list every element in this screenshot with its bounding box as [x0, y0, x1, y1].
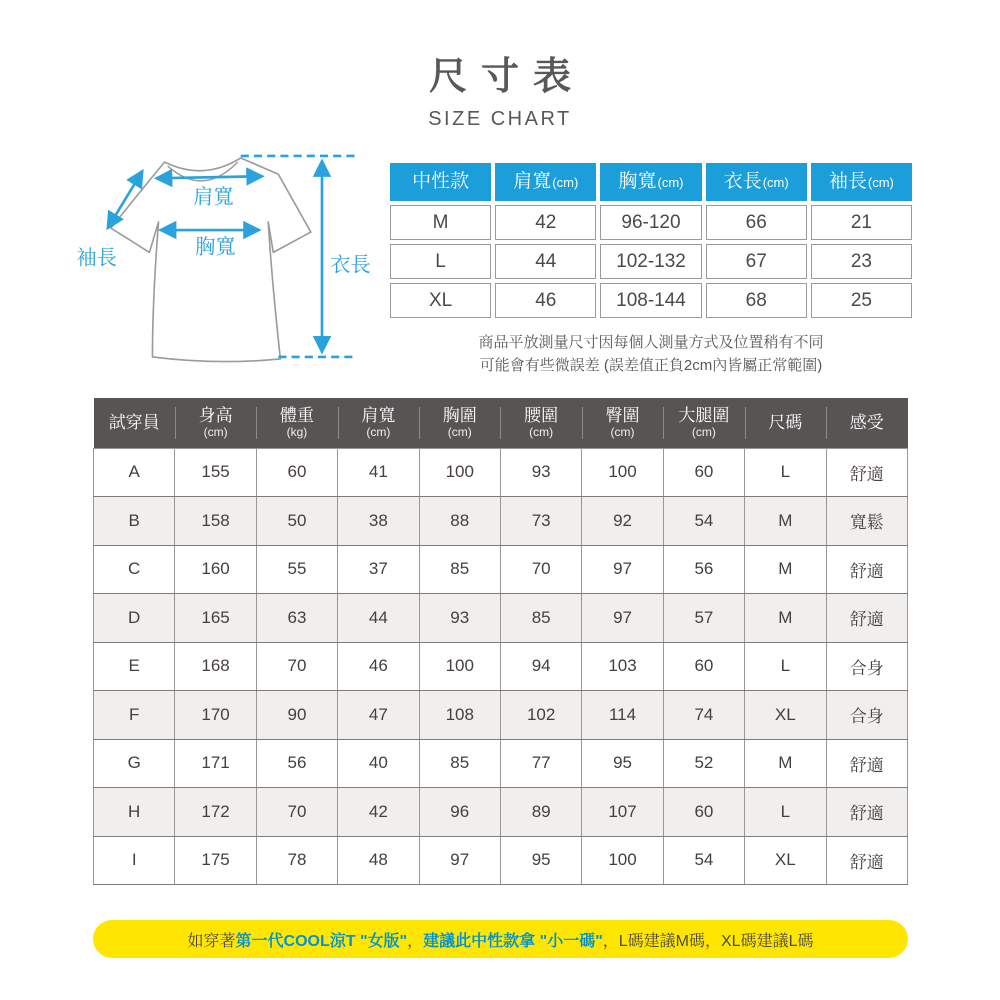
fit-table-header-cell — [663, 398, 744, 448]
fit-table — [93, 398, 908, 885]
size-table-cell: 68 — [706, 283, 807, 318]
fit-table-cell: 42 — [338, 788, 419, 837]
fit-table-header-cell — [175, 398, 256, 448]
fit-table-header-cell — [419, 398, 500, 448]
fit-table-cell: F — [94, 691, 175, 740]
fit-table-cell: 54 — [663, 497, 744, 546]
size-table-cell: 96-120 — [600, 205, 701, 240]
garment-length-label: 衣長 — [330, 254, 371, 277]
fit-table-header-label: 身高 — [198, 406, 233, 426]
size-table-cell: 66 — [706, 205, 807, 240]
fit-table-header-cell — [94, 398, 175, 448]
fit-table-cell: 舒適 — [826, 448, 907, 497]
fit-table-header-unit: (cm) — [610, 424, 635, 439]
fit-table-cell: 100 — [582, 448, 663, 497]
fit-table-cell: 93 — [500, 448, 581, 497]
fit-table-cell: 56 — [256, 739, 337, 788]
fit-table-header-unit: (cm) — [691, 424, 716, 439]
fit-table-cell: 172 — [175, 788, 256, 837]
fit-table-cell: 103 — [582, 642, 663, 691]
fit-table-cell: 168 — [175, 642, 256, 691]
fit-table-row — [94, 545, 908, 594]
fit-table-row — [94, 788, 908, 837]
fit-table-cell: XL — [745, 836, 826, 885]
fit-table-cell: 73 — [500, 497, 581, 546]
fit-table-cell: 63 — [256, 594, 337, 643]
fit-table-cell: 170 — [175, 691, 256, 740]
fit-table-cell: 90 — [256, 691, 337, 740]
fit-table-cell: 56 — [663, 545, 744, 594]
fit-table-cell: 38 — [338, 497, 419, 546]
fit-table-cell: 95 — [582, 739, 663, 788]
fit-table-cell: 108 — [419, 691, 500, 740]
fit-table-header-label: 腰圍 — [524, 406, 559, 426]
shoulder-width-label: 肩寬 — [193, 186, 234, 209]
fit-table-header-label: 胸圍 — [442, 406, 477, 426]
fit-table-cell: 60 — [663, 448, 744, 497]
fit-table-cell: 97 — [419, 836, 500, 885]
fit-table-cell: L — [745, 788, 826, 837]
fit-table-header-unit: (cm) — [447, 424, 472, 439]
fit-table-row — [94, 642, 908, 691]
size-table-header-cell — [390, 163, 491, 201]
fit-table-cell: 40 — [338, 739, 419, 788]
fit-table-cell: 48 — [338, 836, 419, 885]
fit-table-header-label: 肩寬 — [361, 406, 396, 426]
size-table-cell: 44 — [495, 244, 596, 279]
fit-table-cell: 85 — [419, 545, 500, 594]
size-table-header-label: 衣長 — [723, 171, 762, 192]
fit-table-cell: 37 — [338, 545, 419, 594]
fit-table-cell: 158 — [175, 497, 256, 546]
fit-table-cell: 171 — [175, 739, 256, 788]
fit-table-cell: 舒適 — [826, 739, 907, 788]
size-table-cell: 42 — [495, 205, 596, 240]
fit-table-cell: 合身 — [826, 691, 907, 740]
fit-table-header-label: 體重 — [279, 406, 314, 426]
size-table-header-unit: (cm) — [657, 175, 684, 190]
fit-table-cell: M — [745, 594, 826, 643]
page-title: 尺寸表 — [428, 56, 585, 98]
fit-table-cell: 95 — [500, 836, 581, 885]
fit-table-cell: C — [94, 545, 175, 594]
fit-table-cell: 165 — [175, 594, 256, 643]
fit-table-header-label: 感受 — [849, 412, 884, 432]
fit-table-cell: B — [94, 497, 175, 546]
fit-table-cell: 92 — [582, 497, 663, 546]
fit-table-header-label: 尺碼 — [768, 412, 803, 432]
size-table-header-label: 胸寬 — [618, 171, 657, 192]
fit-table-cell: 55 — [256, 545, 337, 594]
fit-table-cell: 70 — [256, 788, 337, 837]
size-table-header-label: 肩寬 — [513, 171, 552, 192]
fit-table-row — [94, 691, 908, 740]
fit-table-header-cell — [582, 398, 663, 448]
fit-table-cell: E — [94, 642, 175, 691]
fit-table-cell: XL — [745, 691, 826, 740]
fit-table-cell: 60 — [256, 448, 337, 497]
fit-table-cell: 合身 — [826, 642, 907, 691]
fit-table-header-unit: (kg) — [286, 424, 308, 439]
tshirt-diagram-svg — [55, 138, 390, 383]
fit-table-cell: L — [745, 642, 826, 691]
fit-table-header-row — [94, 398, 908, 448]
size-table-cell: M — [390, 205, 491, 240]
fit-table-cell: 74 — [663, 691, 744, 740]
size-table-cell: 67 — [706, 244, 807, 279]
size-table — [390, 163, 912, 318]
fit-table-cell: L — [745, 448, 826, 497]
tshirt-measurement-diagram — [55, 138, 390, 383]
fit-table-cell: 57 — [663, 594, 744, 643]
fit-table-cell: 44 — [338, 594, 419, 643]
size-table-cell: 21 — [811, 205, 912, 240]
fit-table-header-label: 大腿圍 — [678, 406, 730, 426]
fit-table-head — [94, 398, 908, 448]
fit-table-cell: 114 — [582, 691, 663, 740]
size-table-header-label: 袖長 — [828, 171, 867, 192]
fit-table-cell: 96 — [419, 788, 500, 837]
fit-table-header-cell — [500, 398, 581, 448]
fit-table-cell: 舒適 — [826, 788, 907, 837]
fit-table-header-unit: (cm) — [366, 424, 391, 439]
fit-table-header-cell — [745, 398, 826, 448]
size-table-header-unit: (cm) — [762, 175, 789, 190]
fit-table-cell: M — [745, 545, 826, 594]
fit-table-cell: 100 — [419, 448, 500, 497]
fit-table-cell: 100 — [582, 836, 663, 885]
fit-table-header-unit: (cm) — [529, 424, 554, 439]
size-table-cell: 102-132 — [600, 244, 701, 279]
size-table-cell: 25 — [811, 283, 912, 318]
fit-table-cell: 46 — [338, 642, 419, 691]
bottom-note-pill — [93, 920, 908, 958]
fit-table-cell: G — [94, 739, 175, 788]
fit-table-cell: 102 — [500, 691, 581, 740]
fit-table-cell: 70 — [500, 545, 581, 594]
fit-table-cell: 85 — [419, 739, 500, 788]
sleeve-length-label: 袖長 — [76, 247, 117, 270]
fit-table-cell: 70 — [256, 642, 337, 691]
fit-table-cell: 93 — [419, 594, 500, 643]
size-table-cell: 46 — [495, 283, 596, 318]
size-table-header-cell — [495, 163, 596, 201]
size-table-header-cell — [811, 163, 912, 201]
fit-table-row — [94, 497, 908, 546]
fit-table-cell: 60 — [663, 788, 744, 837]
page-subtitle: SIZE CHART — [428, 107, 572, 130]
fit-table-header-cell — [256, 398, 337, 448]
fit-table-cell: 舒適 — [826, 545, 907, 594]
fit-table-cell: 155 — [175, 448, 256, 497]
fit-table-cell: A — [94, 448, 175, 497]
fit-table-body — [94, 448, 908, 885]
fit-table-cell: 41 — [338, 448, 419, 497]
fit-table-cell: 94 — [500, 642, 581, 691]
measurement-note-line-2: 可能會有些微誤差 (誤差值正負2cm內皆屬正常範圍) — [479, 357, 823, 375]
fit-table-header-label: 臀圍 — [605, 406, 640, 426]
fit-table-cell: 97 — [582, 594, 663, 643]
fit-table-cell: 107 — [582, 788, 663, 837]
fit-table-cell: 85 — [500, 594, 581, 643]
fit-table-cell: 160 — [175, 545, 256, 594]
fit-table-cell: 100 — [419, 642, 500, 691]
bottom-note-segment: 建議此中性款拿 "小一碼" — [423, 932, 603, 950]
bottom-note-segment: 如穿著 — [187, 932, 236, 950]
fit-table-row — [94, 594, 908, 643]
fit-table-cell: 54 — [663, 836, 744, 885]
fit-table-cell: 88 — [419, 497, 500, 546]
chest-width-label: 胸寬 — [195, 236, 236, 259]
size-table-header-cell — [706, 163, 807, 201]
measurement-note — [390, 331, 912, 378]
fit-table-cell: 舒適 — [826, 836, 907, 885]
size-table-cell: 23 — [811, 244, 912, 279]
fit-table-cell: M — [745, 739, 826, 788]
size-table-header-unit: (cm) — [867, 175, 894, 190]
size-table-cell: L — [390, 244, 491, 279]
size-table-header-cell — [600, 163, 701, 201]
fit-table-header-unit: (cm) — [203, 424, 228, 439]
fit-table-cell: D — [94, 594, 175, 643]
fit-table-cell: 175 — [175, 836, 256, 885]
fit-table-header-label: 試穿員 — [108, 412, 160, 432]
measurement-note-line-1: 商品平放測量尺寸因每個人測量方式及位置稍有不同 — [478, 334, 824, 351]
fit-table-cell: 77 — [500, 739, 581, 788]
title-block — [0, 56, 1000, 131]
size-table-cell: XL — [390, 283, 491, 318]
fit-table-cell: 60 — [663, 642, 744, 691]
fit-table-cell: 舒適 — [826, 594, 907, 643]
size-table-header-unit: (cm) — [552, 175, 579, 190]
fit-table-cell: I — [94, 836, 175, 885]
size-table-header-label: 中性款 — [412, 171, 470, 192]
bottom-note-segment: ， — [407, 932, 424, 950]
fit-table-header-cell — [338, 398, 419, 448]
fit-table-row — [94, 739, 908, 788]
fit-table-cell: 89 — [500, 788, 581, 837]
bottom-note-segment: ，L碼建議M碼，XL碼建議L碼 — [602, 932, 814, 950]
fit-table-cell: 寬鬆 — [826, 497, 907, 546]
bottom-note-segment: 第一代COOL涼T "女版" — [235, 932, 408, 950]
fit-table-cell: 47 — [338, 691, 419, 740]
size-table-cell: 108-144 — [600, 283, 701, 318]
fit-table-cell: H — [94, 788, 175, 837]
fit-table-cell: 50 — [256, 497, 337, 546]
fit-table-cell: 78 — [256, 836, 337, 885]
fit-table-cell: 52 — [663, 739, 744, 788]
bottom-note-text — [188, 928, 814, 951]
fit-table-row — [94, 448, 908, 497]
fit-table-cell: 97 — [582, 545, 663, 594]
fit-table-row — [94, 836, 908, 885]
fit-table-cell: M — [745, 497, 826, 546]
fit-table-header-cell — [826, 398, 907, 448]
